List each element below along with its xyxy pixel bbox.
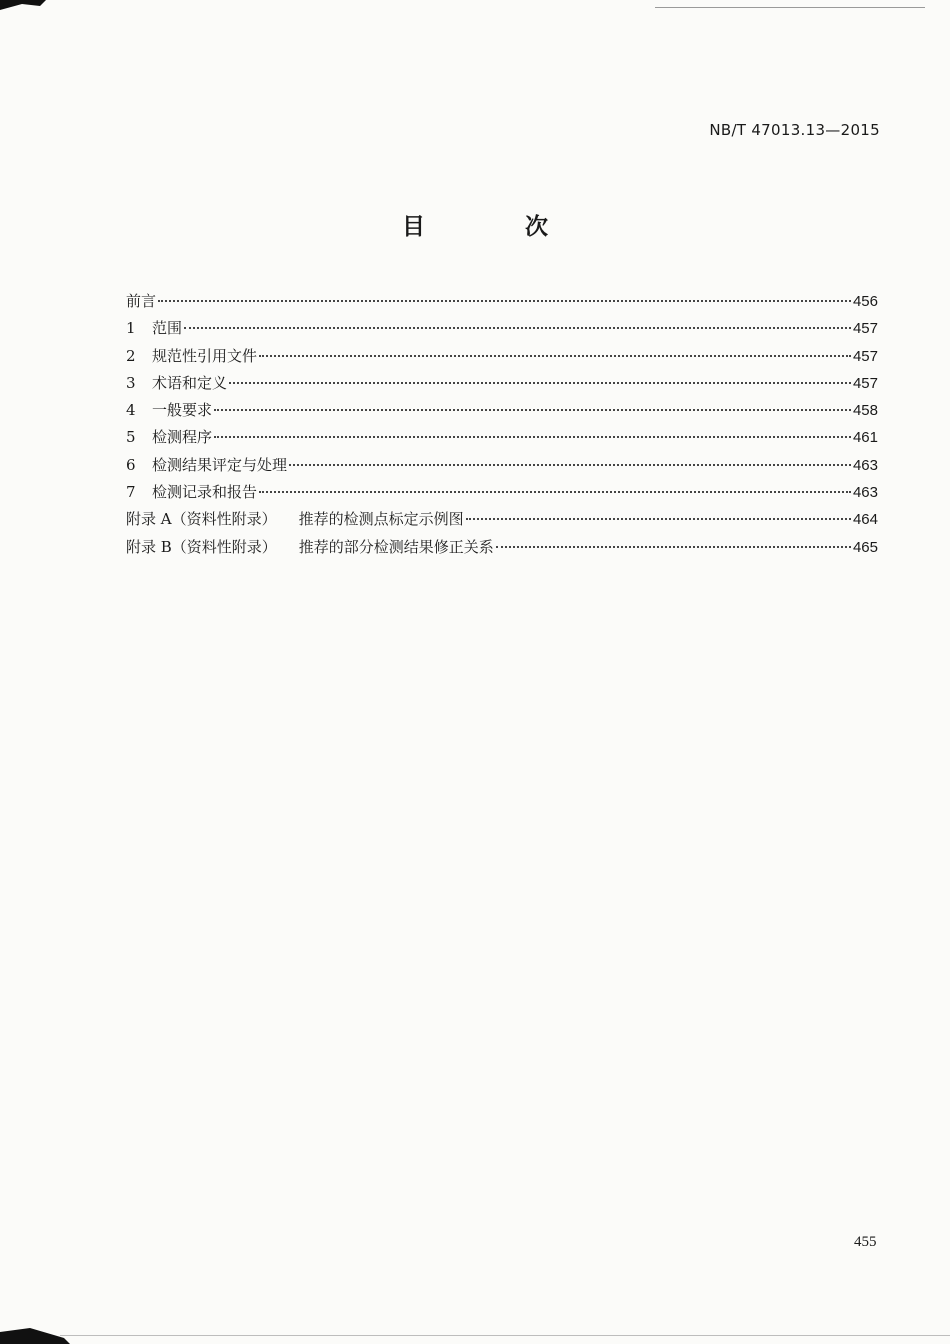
dot-leader	[496, 545, 851, 548]
toc-entry-2[interactable]	[126, 345, 878, 372]
toc-entry-appendix-a[interactable]	[126, 508, 878, 535]
toc-number: 4	[126, 401, 136, 420]
toc-entry-appendix-b[interactable]	[126, 536, 878, 563]
toc-page: 464	[852, 511, 878, 529]
dot-leader	[214, 408, 851, 411]
toc-label: 推荐的检测点标定示例图	[298, 510, 464, 529]
toc-label: 前言	[126, 292, 157, 310]
scan-line-top	[655, 7, 925, 8]
toc-number: 6	[126, 455, 136, 474]
toc-number: 7	[126, 483, 136, 502]
toc-entry-foreword[interactable]	[126, 290, 878, 317]
dot-leader	[158, 299, 851, 302]
toc-label: 术语和定义	[152, 373, 228, 392]
toc-label: 规范性引用文件	[152, 346, 258, 365]
toc-label: 检测记录和报告	[152, 483, 258, 502]
dot-leader	[229, 381, 851, 384]
toc-page: 457	[852, 347, 878, 365]
scan-line-bottom	[60, 1335, 950, 1336]
scan-corner-mark-top	[0, 0, 46, 14]
dot-leader	[259, 354, 851, 357]
toc-page: 463	[852, 456, 878, 474]
toc-entry-4[interactable]	[126, 399, 878, 426]
page-number: 455	[854, 1234, 877, 1250]
toc-number: 5	[126, 428, 136, 447]
toc-number: 1	[126, 319, 136, 338]
toc-number: 3	[126, 373, 136, 392]
toc-label: 范围	[152, 319, 183, 338]
toc-entry-6[interactable]	[126, 454, 878, 481]
toc-label: 一般要求	[152, 401, 213, 420]
toc-page: 458	[852, 402, 878, 420]
scan-corner-mark-bottom	[0, 1318, 70, 1344]
toc-number: 2	[126, 346, 136, 365]
toc-page: 463	[852, 484, 878, 502]
page-title: 目 次	[401, 214, 594, 240]
toc-entry-5[interactable]	[126, 426, 878, 453]
toc-label: 检测程序	[152, 428, 213, 447]
toc-page: 457	[852, 320, 878, 338]
dot-leader	[214, 435, 851, 438]
toc-page: 456	[852, 293, 878, 310]
toc-entry-7[interactable]	[126, 481, 878, 508]
toc-label: 检测结果评定与处理	[152, 455, 288, 474]
standard-code: NB/T 47013.13—2015	[709, 121, 880, 139]
toc-page: 461	[852, 429, 878, 447]
dot-leader	[289, 463, 851, 466]
dot-leader	[466, 517, 851, 520]
dot-leader	[259, 490, 851, 493]
toc-entry-1[interactable]	[126, 317, 878, 344]
table-of-contents	[126, 290, 878, 563]
appendix-prefix: 附录 B（资料性附录）	[126, 537, 277, 556]
dot-leader	[184, 326, 851, 329]
toc-page: 465	[852, 538, 878, 556]
toc-page: 457	[852, 374, 878, 392]
toc-label: 推荐的部分检测结果修正关系	[298, 537, 494, 556]
appendix-prefix: 附录 A（资料性附录）	[126, 510, 277, 529]
toc-entry-3[interactable]	[126, 372, 878, 399]
